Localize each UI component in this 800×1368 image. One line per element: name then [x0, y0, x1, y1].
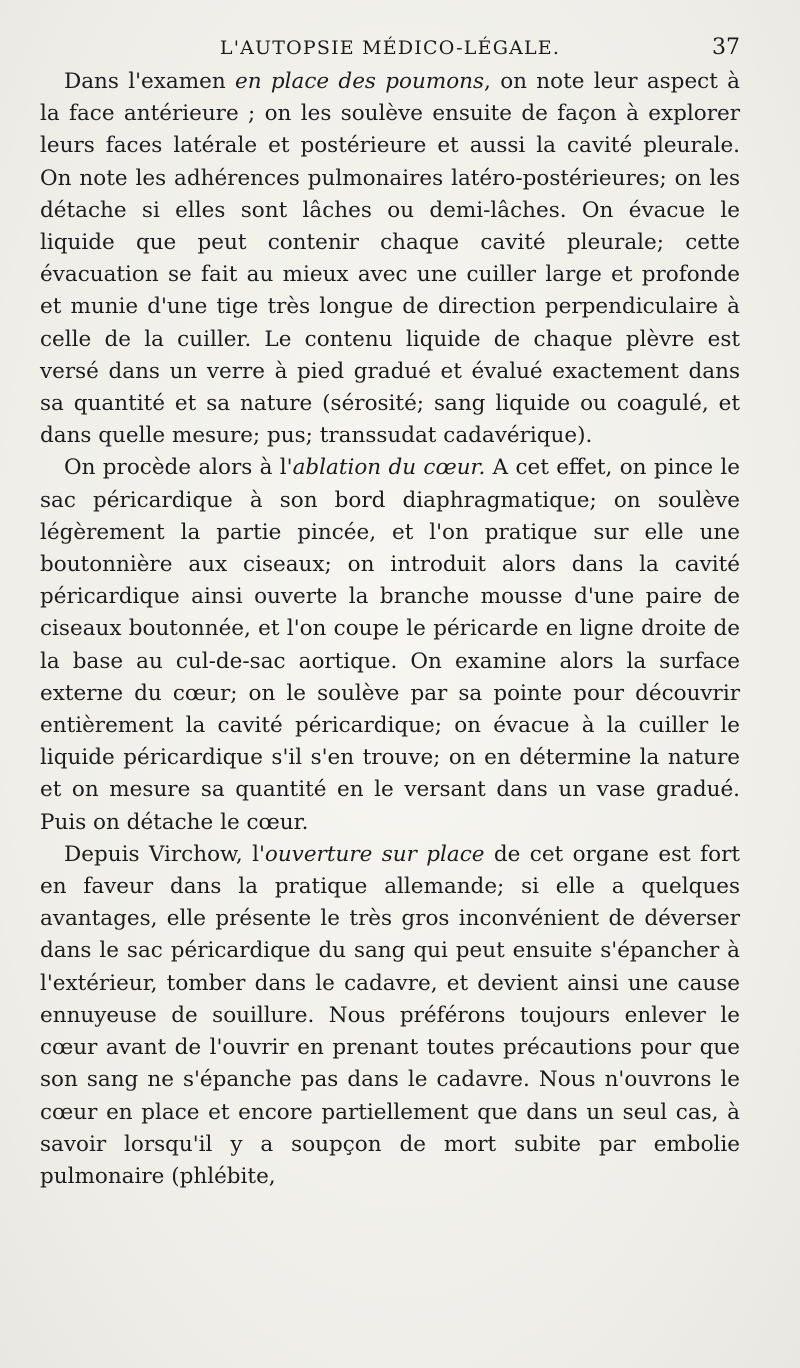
text-run: A cet effet, on pince le sac péricardique à son bord diaphragmatique; on soulève légèrement la partie pincée, et l'on pratique sur elle une boutonnière aux ciseaux; on introduit alors dans la cavité péricardique ainsi ouverte la branche mousse d'une paire de ciseaux boutonnée, et l'on coupe le péricarde en ligne droite de la base au cul-de-sac aortique. On examine alors la surface externe du cœur; on le soulève par sa pointe pour découvrir entièrement la cavité péricardique; on évacue à la cuiller le liquide péricardique s'il s'en trouve; on en détermine la nature et on mesure sa quantité en le versant dans un vase gradué. Puis on détache le cœur.	[40, 455, 740, 835]
paragraph	[40, 66, 740, 452]
text-run: de cet organe est fort en faveur dans la pratique allemande; si elle a quelques avantages, elle présente le très gros inconvénient de déverser dans le sac péricardique du sang qui peut ensuite s'épancher à l'extérieur, tomber dans le cadavre, et devient ainsi une cause ennuyeuse de souillure. Nous préférons toujours enlever le cœur avant de l'ouvrir en prenant toutes précautions pour que son sang ne s'épanche pas dans le cadavre. Nous n'ouvrons le cœur en place et encore partiellement que dans un seul cas, à savoir lorsqu'il y a soupçon de mort subite par embolie pulmonaire (phlébite,	[40, 841, 740, 1189]
paragraph	[40, 839, 740, 1193]
italic-run: en place des poumons	[235, 69, 485, 94]
running-head	[40, 30, 740, 66]
italic-run: ablation du cœur.	[292, 455, 486, 481]
running-title: L'AUTOPSIE MÉDICO-LÉGALE.	[219, 37, 561, 59]
text-run: , on note leur aspect à la face antérieure ; on les soulève ensuite de façon à explorer leurs faces latérale et postérieure et aussi la cavité pleurale. On note les adhérences pulmonaires latéro-postérieures; on les détache si elles sont lâches ou demi-lâches. On évacue le liquide que peut contenir chaque cavité pleurale; cette évacuation se fait au mieux avec une cuiller large et profonde et munie d'une tige très longue de direction perpendiculaire à celle de la cuiller. Le contenu liquide de chaque plèvre est versé dans un verre à pied gradué et évalué exactement dans sa quantité et sa nature (sérosité; sang liquide ou coagulé, et dans quelle mesure; pus; transsudat cadavérique).	[40, 69, 740, 449]
text-run: On procède alors à l'	[64, 455, 293, 481]
page-number: 37	[712, 35, 740, 60]
text-run: Depuis Virchow, l'	[64, 841, 265, 867]
body-text	[40, 66, 740, 1193]
text-run: Dans l'examen	[64, 69, 235, 94]
paragraph	[40, 452, 740, 838]
italic-run: ouverture sur place	[264, 841, 485, 867]
